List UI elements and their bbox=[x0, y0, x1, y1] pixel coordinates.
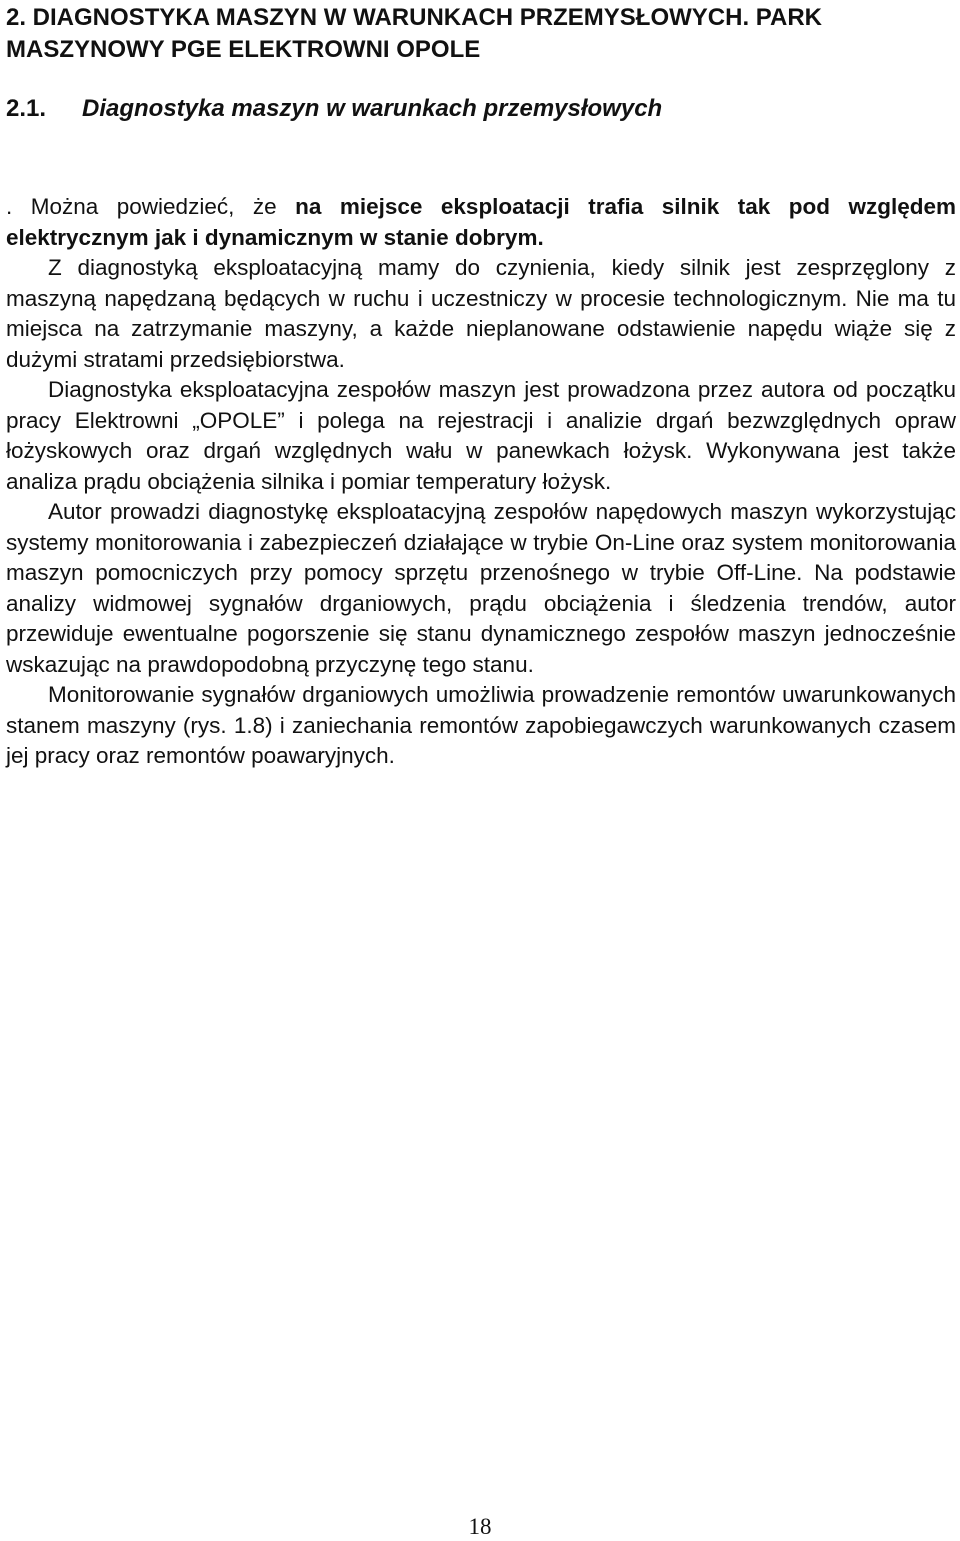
paragraph-1-lead: . Można powiedzieć, że bbox=[6, 194, 296, 219]
paragraph-1 bbox=[6, 192, 956, 253]
paragraph-1-bold: na miejsce eksploatacji trafia silnik tak pod względem elektrycznym jak i dynamicznym w stanie dobrym. bbox=[6, 194, 956, 250]
section-number: 2.1. bbox=[6, 95, 47, 122]
page-number: 18 bbox=[468, 1514, 492, 1539]
paragraph-3: Diagnostyka eksploatacyjna zespołów maszyn jest prowadzona przez autora od początku pracy Elektrowni „OPOLE” i polega na rejestracji i analizie drgań bezwzględnych opraw łożyskowych oraz drgań względnych wału w panewkach łożysk. Wykonywana jest także analiza prądu obciążenia silnika i pomiar temperatury łożysk. bbox=[6, 377, 956, 494]
paragraph-5: Monitorowanie sygnałów drganiowych umożliwia prowadzenie remontów uwarunkowanych stanem maszyny (rys. 1.8) i zaniechania remontów zapobiegawczych warunkowanych czasem jej pracy oraz remontów poawaryjnych. bbox=[6, 682, 956, 768]
chapter-heading: 2. DIAGNOSTYKA MASZYN W WARUNKACH PRZEMYSŁOWYCH. PARK MASZYNOWY PGE ELEKTROWNI OPOLE bbox=[6, 4, 822, 63]
section-heading bbox=[6, 93, 662, 125]
paragraph-2: Z diagnostyką eksploatacyjną mamy do czynienia, kiedy silnik jest zesprzęglony z maszyną napędzaną będących w ruchu i uczestniczy w procesie technologicznym. Nie ma tu miejsca na zatrzymanie maszyny, a każde nieplanowane odstawienie napędu wiąże się z dużymi stratami przedsiębiorstwa. bbox=[6, 255, 956, 372]
paragraph-4: Autor prowadzi diagnostykę eksploatacyjną zespołów napędowych maszyn wykorzystując systemy monitorowania i zabezpieczeń działające w trybie On-Line oraz system monitorowania maszyn pomocniczych przy pomocy sprzętu przenośnego w trybie Off-Line. Na podstawie analizy widmowej sygnałów drganiowych, prądu obciążenia i śledzenia trendów, autor przewiduje ewentualne pogorszenie się stanu dynamicznego zespołów maszyn jednocześnie wskazując na prawdopodobną przyczynę tego stanu. bbox=[6, 499, 956, 677]
body-text bbox=[6, 192, 956, 772]
section-title: Diagnostyka maszyn w warunkach przemysłowych bbox=[82, 95, 663, 122]
